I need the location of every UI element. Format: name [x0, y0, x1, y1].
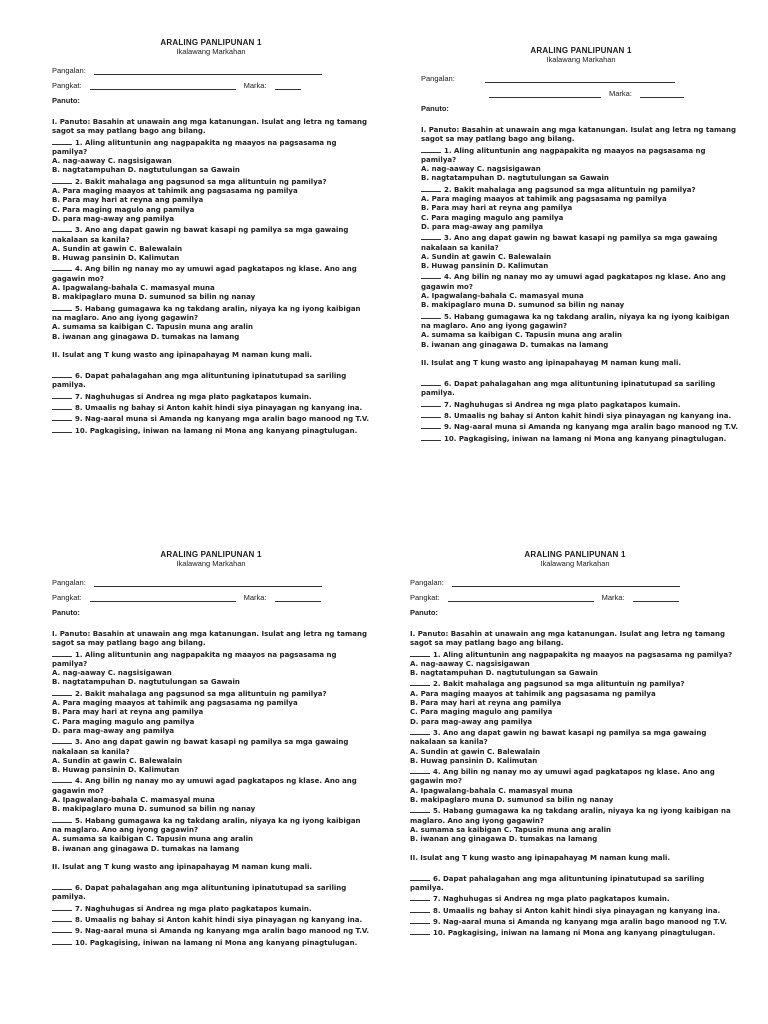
group-line: [90, 81, 236, 90]
choice: B. Huwag pansinin D. Kalimutan: [421, 262, 549, 271]
question-4: 4. Ang bilin ng nanay mo ay umuwi agad pagkatapos ng klase. Ano ang gagawin mo?: [52, 777, 360, 795]
part1-instruction: I. Panuto: Basahin at unawain ang mga katanungan. Isulat ang letra ng tamang sagot sa may patlang bago ang bilang.: [421, 126, 739, 144]
choice: A. nag-aaway C. nagsisigawan: [52, 157, 172, 166]
answer-blank: [52, 402, 72, 410]
question-7: 7. Naghuhugas si Andrea ng mga plato pagkatapos kumain.: [52, 903, 370, 914]
part1-instruction: I. Panuto: Basahin at unawain ang mga katanungan. Isulat ang letra ng tamang sagot sa may patlang bago ang bilang.: [52, 630, 370, 648]
answer-blank: [410, 649, 430, 657]
group-score-field: [52, 81, 370, 90]
worksheet-title: ARALING PANLIPUNAN 1: [530, 46, 632, 55]
question-7: 7. Naghuhugas si Andrea ng mga plato pagkatapos kumain.: [52, 391, 370, 402]
choice: A. sumama sa kaibigan C. Tapusin muna ang aralin: [410, 825, 612, 834]
choice: B. iwanan ang ginagawa D. tumakas na lamang: [52, 332, 240, 341]
questions: [410, 630, 740, 939]
choice: B. nagtatampuhan D. nagtutulungan sa Gawain: [410, 669, 598, 678]
question-2: 2. Bakit mahalaga ang pagsunod sa mga alituntuin ng pamilya?: [421, 184, 741, 195]
answer-blank: [52, 224, 72, 232]
choice: A. Ipagwalang-bahala C. mamasyal muna: [410, 786, 573, 795]
question-7: 7. Naghuhugas si Andrea ng mga plato pagkatapos kumain.: [410, 893, 740, 904]
answer-blank: [410, 873, 430, 881]
name-field: [52, 66, 370, 75]
choice: B. Para may hari at reyna ang pamilya: [410, 699, 562, 708]
score-label: Marka:: [243, 593, 267, 602]
question-8: 8. Umaalis ng bahay si Anton kahit hindi siya pinayagan ng kanyang ina.: [52, 402, 370, 413]
answer-blank: [421, 184, 441, 192]
answer-blank: [410, 805, 430, 813]
choice: B. makipaglaro muna D. sumunod sa bilin ng nanay: [421, 301, 625, 310]
question-1: 1. Aling alituntunin ang nagpapakita ng maayos na pagsasama ng pamilya?: [410, 649, 740, 660]
group-score-field: [52, 593, 370, 602]
answer-blank: [421, 311, 441, 319]
choice: B. nagtatampuhan D. nagtutulungan sa Gawain: [52, 166, 240, 175]
question-3: 3. Ano ang dapat gawin ng bawat kasapi ng pamilya sa mga gawaing nakalaan sa kanila?: [410, 728, 709, 747]
name-label: Pangalan:: [421, 74, 455, 83]
worksheet-subtitle: Ikalawang Markahan: [546, 55, 616, 64]
question-5: 5. Habang gumagawa ka ng takdang aralin, niyaya ka ng iyong kaibigan na maglaro. Ano ang iyong gagawin?: [410, 807, 734, 825]
part1-instruction: I. Panuto: Basahin at unawain ang mga katanungan. Isulat ang letra ng tamang sagot sa may patlang bago ang bilang.: [410, 630, 728, 648]
score-line: [640, 89, 684, 98]
group-line: [448, 593, 594, 602]
question-3: 3. Ano ang dapat gawin ng bawat kasapi ng pamilya sa mga gawaing nakalaan sa kanila?: [52, 738, 351, 756]
question-3: 3. Ano ang dapat gawin ng bawat kasapi ng pamilya sa mga gawaing nakalaan sa kanila?: [52, 226, 351, 244]
answer-blank: [421, 378, 441, 386]
group-line: [489, 89, 601, 98]
worksheet-bottom-left: [52, 550, 370, 948]
answer-blank: [52, 649, 72, 657]
choice: C. Para maging magulo ang pamilya: [410, 708, 553, 717]
choice: A. Sundin at gawin C. Balewalain: [52, 244, 183, 253]
question-9: 9. Nag-aaral muna si Amanda ng kanyang mga aralin bago manood ng T.V.: [52, 413, 370, 424]
question-5: 5. Habang gumagawa ka ng takdang aralin, niyaya ka ng iyong kaibigan na maglaro. Ano ang iyong gagawin?: [421, 312, 732, 330]
choice: D. para mag-away ang pamilya: [52, 214, 175, 223]
choice: C. Para maging magulo ang pamilya: [52, 717, 195, 726]
question-6: 6. Dapat pahalagahan ang mga alituntuning ipinatutupad sa sariling pamilya.: [52, 884, 349, 902]
worksheet-title: ARALING PANLIPUNAN 1: [160, 38, 262, 47]
choice: D. para mag-away ang pamilya: [52, 726, 175, 735]
score-line: [275, 81, 301, 90]
question-6: 6. Dapat pahalagahan ang mga alituntuning ipinatutupad sa sariling pamilya.: [410, 874, 707, 893]
answer-blank: [421, 433, 441, 441]
answer-blank: [52, 688, 72, 696]
name-line: [452, 578, 680, 587]
choice: B. Para may hari at reyna ang pamilya: [421, 204, 573, 213]
answer-blank: [52, 775, 72, 783]
choice: A. sumama sa kaibigan C. Tapusin muna ang aralin: [52, 835, 254, 844]
questions: [421, 126, 741, 444]
answer-blank: [410, 727, 430, 735]
question-10: 10. Pagkagising, iniwan na lamang ni Mona ang kanyang pinagtulugan.: [421, 433, 741, 444]
question-1: 1. Aling alituntunin ang nagpapakita ng maayos na pagsasama ng pamilya?: [52, 650, 339, 668]
choice: C. Para maging magulo ang pamilya: [421, 213, 564, 222]
choice: A. Para maging maayos at tahimik ang pagsasama ng pamilya: [52, 187, 298, 196]
answer-blank: [421, 271, 441, 279]
answer-blank: [52, 413, 72, 421]
score-label: Marka:: [609, 89, 632, 98]
name-line: [485, 74, 675, 83]
part2-instruction: II. Isulat ang T kung wasto ang ipinapahayag M naman kung mali.: [52, 862, 313, 871]
questions: [52, 630, 370, 948]
choice: B. nagtatampuhan D. nagtutulungan sa Gawain: [52, 678, 240, 687]
question-8: 8. Umaalis ng bahay si Anton kahit hindi siya pinayagan ng kanyang ina.: [410, 905, 740, 916]
choice: B. Huwag pansinin D. Kalimutan: [52, 254, 180, 263]
question-8: 8. Umaalis ng bahay si Anton kahit hindi siya pinayagan ng kanyang ina.: [52, 914, 370, 925]
answer-blank: [421, 399, 441, 407]
answer-blank: [52, 815, 72, 823]
choice: B. makipaglaro muna D. sumunod sa bilin ng nanay: [52, 805, 256, 814]
choice: A. Para maging maayos at tahimik ang pagsasama ng pamilya: [52, 699, 298, 708]
questions: [52, 118, 370, 436]
part2-instruction: II. Isulat ang T kung wasto ang ipinapahayag M naman kung mali.: [410, 853, 671, 862]
answer-blank: [52, 425, 72, 433]
choice: A. Ipagwalang-bahala C. mamasyal muna: [421, 292, 584, 301]
panuto-heading: Panuto:: [52, 96, 80, 105]
choice: D. para mag-away ang pamilya: [421, 222, 544, 231]
choice: D. para mag-away ang pamilya: [410, 717, 533, 726]
answer-blank: [52, 882, 72, 890]
answer-blank: [410, 927, 430, 935]
choice: A. Sundin at gawin C. Balewalain: [410, 747, 541, 756]
worksheet-subtitle: Ikalawang Markahan: [540, 559, 610, 568]
answer-blank: [421, 232, 441, 240]
group-label: Pangkat:: [52, 593, 82, 602]
group-label: Pangkat:: [410, 593, 440, 602]
answer-blank: [410, 893, 430, 901]
answer-blank: [52, 937, 72, 945]
choice: C. Para maging magulo ang pamilya: [52, 205, 195, 214]
choice: A. Ipagwalang-bahala C. mamasyal muna: [52, 796, 215, 805]
choice: A. Para maging maayos at tahimik ang pagsasama ng pamilya: [421, 195, 667, 204]
answer-blank: [410, 766, 430, 774]
question-10: 10. Pagkagising, iniwan na lamang ni Mona ang kanyang pinagtulugan.: [410, 927, 740, 938]
question-9: 9. Nag-aaral muna si Amanda ng kanyang mga aralin bago manood ng T.V.: [410, 916, 740, 927]
name-label: Pangalan:: [52, 66, 86, 75]
answer-blank: [52, 263, 72, 271]
choice: B. iwanan ang ginagawa D. tumakas na lamang: [410, 835, 598, 844]
part1-instruction: I. Panuto: Basahin at unawain ang mga katanungan. Isulat ang letra ng tamang sagot sa may patlang bago ang bilang.: [52, 118, 370, 136]
choice: B. Huwag pansinin D. Kalimutan: [52, 766, 180, 775]
choice: B. makipaglaro muna D. sumunod sa bilin ng nanay: [410, 796, 614, 805]
question-9: 9. Nag-aaral muna si Amanda ng kanyang mga aralin bago manood ng T.V.: [421, 421, 741, 432]
name-label: Pangalan:: [52, 578, 86, 587]
part2-instruction: II. Isulat ang T kung wasto ang ipinapahayag M naman kung mali.: [421, 358, 682, 367]
choice: B. makipaglaro muna D. sumunod sa bilin ng nanay: [52, 293, 256, 302]
answer-blank: [52, 914, 72, 922]
choice: B. Para may hari at reyna ang pamilya: [52, 196, 204, 205]
answer-blank: [52, 137, 72, 145]
name-field: [52, 578, 370, 587]
question-8: 8. Umaalis ng bahay si Anton kahit hindi siya pinayagan ng kanyang ina.: [421, 410, 741, 421]
answer-blank: [421, 410, 441, 418]
question-4: 4. Ang bilin ng nanay mo ay umuwi agad pagkatapos ng klase. Ano ang gagawin mo?: [52, 265, 360, 283]
answer-blank: [410, 678, 430, 686]
group-score-field: [421, 89, 741, 98]
name-line: [94, 578, 322, 587]
worksheet-title: ARALING PANLIPUNAN 1: [524, 550, 626, 559]
question-4: 4. Ang bilin ng nanay mo ay umuwi agad pagkatapos ng klase. Ano ang gagawin mo?: [421, 273, 729, 291]
question-4: 4. Ang bilin ng nanay mo ay umuwi agad pagkatapos ng klase. Ano ang gagawin mo?: [410, 768, 718, 786]
answer-blank: [52, 176, 72, 184]
part2-instruction: II. Isulat ang T kung wasto ang ipinapahayag M naman kung mali.: [52, 350, 313, 359]
choice: A. nag-aaway C. nagsisigawan: [421, 165, 541, 174]
choice: B. iwanan ang ginagawa D. tumakas na lamang: [421, 340, 609, 349]
score-label: Marka:: [243, 81, 267, 90]
answer-blank: [52, 736, 72, 744]
worksheet-top-right: [421, 46, 741, 444]
question-1: 1. Aling alituntunin ang nagpapakita ng maayos na pagsasama ng pamilya?: [421, 146, 708, 164]
choice: B. Para may hari at reyna ang pamilya: [52, 708, 204, 717]
answer-blank: [52, 925, 72, 933]
name-field: [410, 578, 740, 587]
choice: A. sumama sa kaibigan C. Tapusin muna ang aralin: [421, 331, 623, 340]
score-line: [275, 593, 321, 602]
answer-blank: [52, 303, 72, 311]
group-label: Pangkat:: [52, 81, 82, 90]
worksheet-title: ARALING PANLIPUNAN 1: [160, 550, 262, 559]
choice: A. Para maging maayos at tahimik ang pagsasama ng pamilya: [410, 689, 656, 698]
choice: B. Huwag pansinin D. Kalimutan: [410, 756, 538, 765]
choice: B. iwanan ang ginagawa D. tumakas na lamang: [52, 844, 240, 853]
answer-blank: [421, 421, 441, 429]
choice: A. Sundin at gawin C. Balewalain: [421, 252, 552, 261]
name-line: [94, 66, 322, 75]
question-5: 5. Habang gumagawa ka ng takdang aralin, niyaya ka ng iyong kaibigan na maglaro. Ano ang iyong gagawin?: [52, 816, 363, 834]
question-6: 6. Dapat pahalagahan ang mga alituntuning ipinatutupad sa sariling pamilya.: [421, 380, 718, 398]
worksheet-subtitle: Ikalawang Markahan: [176, 559, 246, 568]
answer-blank: [421, 145, 441, 153]
question-2: 2. Bakit mahalaga ang pagsunod sa mga alituntuin ng pamilya?: [410, 678, 740, 689]
choice: A. nag-aaway C. nagsisigawan: [410, 659, 530, 668]
worksheet-subtitle: Ikalawang Markahan: [176, 47, 246, 56]
score-line: [633, 593, 679, 602]
score-label: Marka:: [601, 593, 625, 602]
answer-blank: [410, 916, 430, 924]
question-6: 6. Dapat pahalagahan ang mga alituntuning ipinatutupad sa sariling pamilya.: [52, 372, 349, 390]
group-score-field: [410, 593, 740, 602]
choice: A. nag-aaway C. nagsisigawan: [52, 669, 172, 678]
choice: A. Ipagwalang-bahala C. mamasyal muna: [52, 284, 215, 293]
question-10: 10. Pagkagising, iniwan na lamang ni Mona ang kanyang pinagtulugan.: [52, 937, 370, 948]
worksheet-top-left: [52, 38, 370, 436]
question-5: 5. Habang gumagawa ka ng takdang aralin, niyaya ka ng iyong kaibigan na maglaro. Ano ang iyong gagawin?: [52, 304, 363, 322]
name-label: Pangalan:: [410, 578, 444, 587]
question-2: 2. Bakit mahalaga ang pagsunod sa mga alituntuin ng pamilya?: [52, 688, 370, 699]
name-field: [421, 74, 741, 83]
worksheet-bottom-right: [410, 550, 740, 939]
choice: A. sumama sa kaibigan C. Tapusin muna ang aralin: [52, 323, 254, 332]
choice: A. Sundin at gawin C. Balewalain: [52, 756, 183, 765]
question-1: 1. Aling alituntunin ang nagpapakita ng maayos na pagsasama ng pamilya?: [52, 138, 339, 156]
group-line: [90, 593, 236, 602]
question-3: 3. Ano ang dapat gawin ng bawat kasapi ng pamilya sa mga gawaing nakalaan sa kanila?: [421, 234, 720, 252]
question-10: 10. Pagkagising, iniwan na lamang ni Mona ang kanyang pinagtulugan.: [52, 425, 370, 436]
question-2: 2. Bakit mahalaga ang pagsunod sa mga alituntuin ng pamilya?: [52, 176, 370, 187]
answer-blank: [410, 905, 430, 913]
answer-blank: [52, 370, 72, 378]
question-7: 7. Naghuhugas si Andrea ng mga plato pagkatapos kumain.: [421, 399, 741, 410]
answer-blank: [52, 391, 72, 399]
question-9: 9. Nag-aaral muna si Amanda ng kanyang mga aralin bago manood ng T.V.: [52, 925, 370, 936]
panuto-heading: Panuto:: [410, 608, 438, 617]
answer-blank: [52, 903, 72, 911]
choice: B. nagtatampuhan D. nagtutulungan sa Gawain: [421, 174, 609, 183]
panuto-heading: Panuto:: [52, 608, 80, 617]
panuto-heading: Panuto:: [421, 104, 449, 113]
